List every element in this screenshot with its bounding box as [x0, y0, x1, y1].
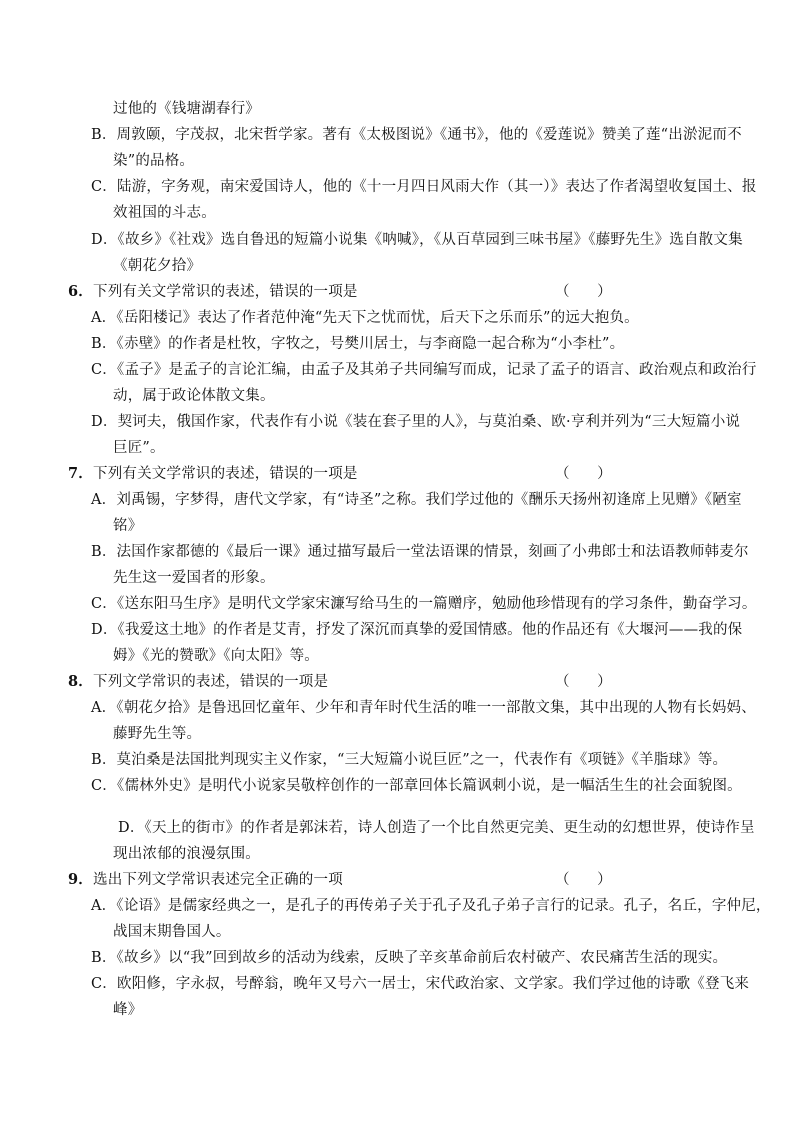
text-line: 先生这一爱国者的形象。 — [113, 570, 275, 586]
question-number: 6． — [68, 283, 93, 300]
option-a-line: A．《论语》是儒家经典之一，是孔子的再传弟子关于孔子及孔子弟子言行的记录。孔子，名丘，字仲尼， — [91, 898, 771, 914]
option-b-line: B．法国作家都德的《最后一课》通过描写最后一堂法语课的情景，刻画了小弗郎士和法语教师韩麦尔 — [91, 544, 749, 560]
question-number: 7． — [68, 465, 93, 482]
option-c-line: C．《送东阳马生序》是明代文学家宋濂写给马生的一篇赠序，勉励他珍惜现有的学习条件，勤奋学习。 — [91, 596, 757, 612]
option-c-line: C．《孟子》是孟子的言论汇编，由孟子及其弟子共同编写而成，记录了孟子的语言、政治观点和政治行 — [91, 362, 757, 378]
text-line: 《朝花夕拾》 — [113, 258, 202, 274]
option-b-line: B．莫泊桑是法国批判现实主义作家，“三大短篇小说巨匠”之一，代表作有《项链》《羊脂球》等。 — [91, 752, 728, 768]
question-7 — [68, 465, 358, 483]
option-d-line: D．《我爱这土地》的作者是艾青，抒发了深沉而真挚的爱国情感。他的作品还有《大堰河——我的保 — [91, 622, 743, 638]
question-number: 9． — [68, 871, 93, 888]
text-line: 姆》《光的赞歌》《向太阳》等。 — [113, 648, 319, 664]
option-c-line: C．《儒林外史》是明代小说家吴敬梓创作的一部章回体长篇讽刺小说，是一幅活生生的社会面貌图。 — [91, 778, 742, 794]
text-line: 峰》 — [113, 1002, 143, 1018]
text-line: 藤野先生等。 — [113, 726, 202, 742]
option-a-line: A．《朝花夕拾》是鲁迅回忆童年、少年和青年时代生活的唯一一部散文集，其中出现的人物有长妈妈、 — [91, 700, 756, 716]
option-b-line: B．《赤壁》的作者是杜牧，字牧之，号樊川居士，与李商隐一起合称为“小李杜”。 — [91, 336, 625, 352]
answer-parenthesis: （ ） — [555, 284, 612, 300]
option-d-line: D．契诃夫，俄国作家，代表作有小说《装在套子里的人》，与莫泊桑、欧·亨利并列为“三大短篇小说 — [91, 414, 741, 430]
answer-parenthesis: （ ） — [555, 674, 612, 690]
option-c-line: C．陆游，字务观，南宋爱国诗人，他的《十一月四日风雨大作（其一）》表达了作者渴望收复国土、报 — [91, 179, 757, 195]
question-stem: 选出下列文学常识表述完全正确的一项 — [93, 872, 343, 888]
option-b-line: B．《故乡》以“我”回到故乡的活动为线索，反映了辛亥革命前后农村破产、农民痛苦生活的现实。 — [91, 950, 728, 966]
option-d-line: D．《故乡》《社戏》选自鲁迅的短篇小说集《呐喊》，《从百草园到三味书屋》《藤野先生》选自散文集 — [91, 232, 743, 248]
question-stem: 下列有关文学常识的表述，错误的一项是 — [93, 284, 358, 300]
option-d-line: D．《天上的街市》的作者是郭沫若，诗人创造了一个比自然更完美、更生动的幻想世界，使诗作呈 — [118, 820, 755, 836]
text-line: 效祖国的斗志。 — [113, 205, 216, 221]
question-stem: 下列有关文学常识的表述，错误的一项是 — [93, 466, 358, 482]
text-line: 动，属于政论体散文集。 — [113, 388, 275, 404]
answer-parenthesis: （ ） — [555, 466, 612, 482]
question-8 — [68, 673, 328, 691]
text-line: 染”的品格。 — [113, 153, 195, 169]
text-line: 现出浓郁的浪漫氛围。 — [113, 846, 260, 862]
question-9 — [68, 871, 343, 889]
question-6 — [68, 283, 358, 301]
option-c-line: C．欧阳修，字永叔，号醉翁，晚年又号六一居士，宋代政治家、文学家。我们学过他的诗歌《登飞来 — [91, 976, 750, 992]
text-line: 铭》 — [113, 518, 143, 534]
option-a-line: A．刘禹锡，字梦得，唐代文学家，有“诗圣”之称。我们学过他的《酬乐天扬州初逢席上见赠》《陋室 — [91, 492, 742, 508]
question-number: 8． — [68, 673, 93, 690]
option-a-line: A．《岳阳楼记》表达了作者范仲淹“先天下之忧而忧，后天下之乐而乐”的远大抱负。 — [91, 310, 639, 326]
text-line: 战国末期鲁国人。 — [113, 924, 231, 940]
question-stem: 下列文学常识的表述，错误的一项是 — [93, 674, 329, 690]
option-b-line: B．周敦颐，字茂叔，北宋哲学家。著有《太极图说》《通书》，他的《爱莲说》赞美了莲“出淤泥而不 — [91, 127, 742, 143]
answer-parenthesis: （ ） — [555, 872, 612, 888]
text-line: 巨匠”。 — [113, 440, 165, 456]
text-line: 过他的《钱塘湖春行》 — [113, 101, 260, 117]
